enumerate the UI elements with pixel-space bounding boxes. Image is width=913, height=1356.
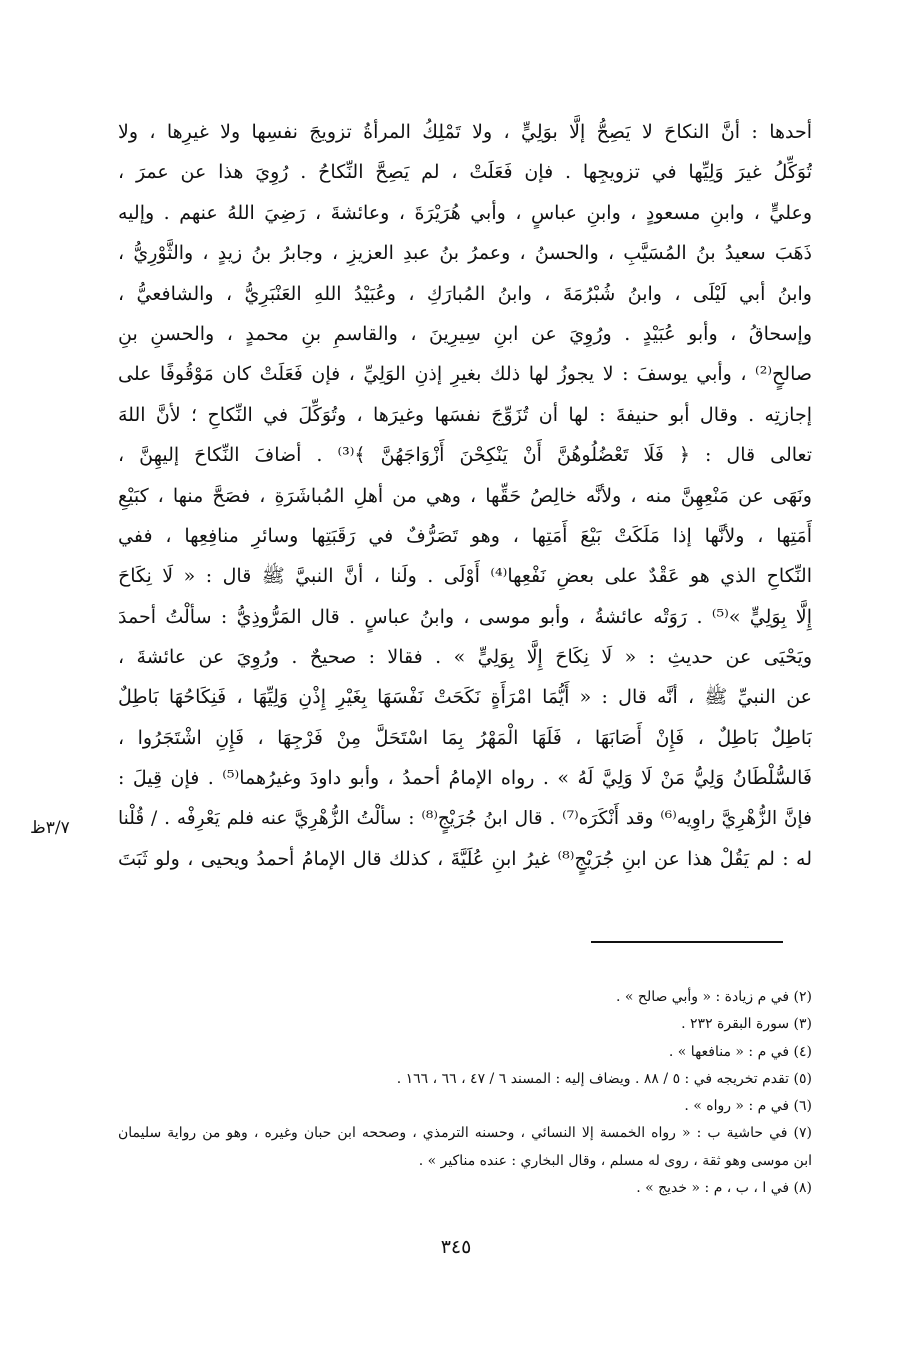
footnotes-list <box>118 984 812 1202</box>
text-line: عن النبيِّ ﷺ ، أنَّه قال : « أَيُّمَا امْرَأَةٍ نَكَحَتْ نَفْسَهَا بِغَيْرِ إِذْنِ وَلِيِّهَا ، فَنِكَاحُهَا بَاطِلٌ <box>118 686 812 709</box>
footnote: (٨) في ا ، ب ، م : « خديج » . <box>636 1180 812 1197</box>
main-text-body <box>118 112 812 879</box>
text-line: أَمَتِها ، ولأنَّها إذا مَلَكَتْ بَيْعَ أَمَتِها ، وهو تَصَرُّفٌ في رَقَبَتِها وسائرِ منافِعِها ، ففي <box>118 524 812 547</box>
text-line: له : لم يَقُلْ هذا عن ابنِ جُرَيْجٍ⁽⁸⁾ غيرُ ابنِ عُلَيَّةَ ، كذلك قال الإمامُ أحمدُ ويحيى ، ولو ثَبَتَ <box>118 848 812 871</box>
text-line: وإسحاقُ ، وأبو عُبَيْدٍ . ورُوِيَ عن ابنِ سِيرِينَ ، والقاسمِ بنِ محمدٍ ، والحسنِ بنِ <box>118 322 812 345</box>
footnote: (٥) تقدم تخريجه في : ٥ / ٨٨ . ويضاف إليه : المسند ٦ / ٤٧ ، ٦٦ ، ١٦٦ . <box>396 1070 812 1087</box>
text-line: ويَحْيَى عن حديثِ : « لَا نِكَاحَ إِلَّا بِوَلِيٍّ » . فقالا : صحيحٌ . ورُوِيَ عن عائشةَ ، <box>118 646 812 669</box>
footnote: (٢) في م زيادة : « وأبي صالح » . <box>615 989 812 1005</box>
footnote: ابن موسى وهو ثقة ، روى له مسلم ، وقال البخاري : عنده مناكير » . <box>418 1152 812 1169</box>
text-line: ونَهَى عن مَنْعِهِنَّ منه ، ولأنَّه خالِصُ حَقِّها ، وهي من أهلِ المُباشَرَةِ ، فصَحَّ منها ، كبَيْعِ <box>118 484 812 507</box>
text-line: وابنُ أبي لَيْلَى ، وابنُ شُبْرُمَةَ ، وابنُ المُبارَكِ ، وعُبَيْدُ اللهِ العَنْبَرِيُّ ، والشافعيُّ ، <box>118 282 812 305</box>
text-line: تعالى قال : ﴿ فَلَا تَعْضُلُوهُنَّ أَنْ يَنْكِحْنَ أَزْوَاجَهُنَّ ﴾⁽³⁾ . أضافَ النِّكاحَ إليهِنَّ ، <box>118 444 812 467</box>
text-line: بَاطِلٌ بَاطِلٌ ، فَإِنْ أَصَابَهَا ، فَلَهَا الْمَهْرُ بِمَا اسْتَحَلَّ مِنْ فَرْجِهَا ، فَإِنِ اشْتَجَرُوا ، <box>118 726 812 749</box>
text-line: فإنَّ الزُّهْرِيَّ راوِيه⁽⁶⁾ وقد أَنْكَرَه⁽⁷⁾ . قال ابنُ جُرَيْجٍ⁽⁸⁾ : سألْتُ الزُّهْرِيَّ عنه فلم يَعْرِفْه . / قُلْنا <box>118 807 812 829</box>
text-line: أحدها : أنَّ النكاحَ لا يَصِحُّ إلَّا بوَلِيٍّ ، ولا تَمْلِكُ المرأةُ تزويجَ نفسِها ولا غيرِها ، ولا <box>118 121 812 143</box>
text-line: صالحٍ⁽²⁾ ، وأبي يوسفَ : لا يجوزُ لها ذلك بغيرِ إذنِ الوَلِيِّ ، فإن فَعَلَتْ كان مَوْقُوفًا على <box>118 363 812 386</box>
footnote: (٦) في م : « رواه » . <box>684 1098 812 1115</box>
text-line: إجازتِه . وقال أبو حنيفةَ : لها أن تُزَوِّجَ نفسَها وغيرَها ، وتُوَكِّلَ في النِّكاحِ ؛ لأنَّ اللهَ <box>118 403 812 426</box>
footnote: (٤) في م : « منافعها » . <box>668 1043 812 1060</box>
page-number: ٣٤٥ <box>440 1236 472 1258</box>
footnote: (٣) سورة البقرة ٢٣٢ . <box>681 1016 812 1033</box>
text-line: وعليٍّ ، وابنِ مسعودٍ ، وابنِ عباسٍ ، وأبي هُرَيْرَةَ ، وعائشةَ ، رَضِيَ اللهُ عنهم . وإليه <box>118 201 812 224</box>
text-line: ذَهَبَ سعيدُ بنُ المُسَيَّبِ ، والحسنُ ، وعمرُ بنُ عبدِ العزيزِ ، وجابرُ بنُ زيدٍ ، والثَّوْرِيُّ ، <box>118 242 812 265</box>
footnote: (٧) في حاشية ب : « رواه الخمسة إلا النسائي ، وحسنه الترمذي ، وصححه ابن حبان وغيره ، وهو من رواية سليمان <box>118 1125 812 1142</box>
margin-folio-note: ٣/٧ظ <box>30 818 70 838</box>
text-line: النِّكاحِ الذي هو عَقْدٌ على بعضِ نَفْعِها⁽⁴⁾ أَوْلَى . ولَنا ، أنَّ النبيَّ ﷺ قال : « لَا نِكَاحَ <box>118 565 812 588</box>
text-line: إِلَّا بِوَلِيٍّ »⁽⁵⁾ . رَوَتْه عائشةُ ، وأبو موسى ، وابنُ عباسٍ . قال المَرُّوذِيُّ : سألْتُ أحمدَ <box>118 605 812 628</box>
text-line: تُوَكِّلُ غيرَ وَلِيِّها في تزويجِها . فإن فَعَلَتْ ، لم يَصِحَّ النِّكاحُ . رُوِيَ هذا عن عمرَ ، <box>118 161 812 184</box>
footnote-separator <box>591 941 783 943</box>
text-line: فَالسُّلْطَانُ وَلِيُّ مَنْ لَا وَلِيَّ لَهُ » . رواه الإمامُ أحمدُ ، وأبو داودَ وغيرُهما⁽⁵⁾ . فإن قِيلَ : <box>118 767 812 790</box>
